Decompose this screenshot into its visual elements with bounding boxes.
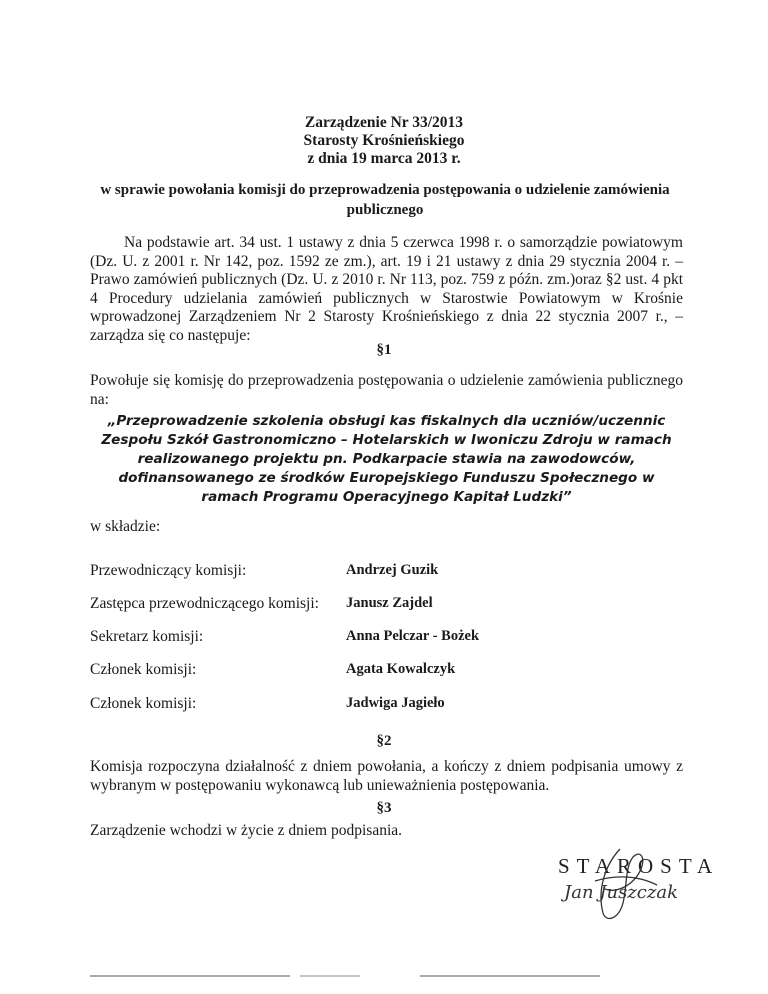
member-role: Członek komisji: (90, 661, 197, 678)
document-subject: w sprawie powołania komisji do przeprowadzenia postępowania o udzielenie zamówienia publicznego (100, 182, 670, 218)
section-1-text: Powołuje się komisję do przeprowadzenia postępowania o udzielenie zamówienia publicznego na: (90, 372, 683, 408)
member-name: Anna Pelczar - Bożek (346, 628, 480, 644)
stamp-name: Jan Juszczak (564, 882, 678, 903)
member-role: Zastępca przewodniczącego komisji: (90, 595, 319, 612)
member-name: Janusz Zajdel (346, 595, 433, 611)
handwritten-signature (575, 845, 665, 925)
member-role: Członek komisji: (90, 695, 197, 712)
scan-artifact-lines (0, 974, 768, 978)
legal-basis-paragraph: Na podstawie art. 34 ust. 1 ustawy z dnia 5 czerwca 1998 r. o samorządzie powiatowym (Dz. U. z 2001 r. Nr 142, poz. 1592 ze zm.), art. 19 i 21 ustawy z dnia 29 stycznia 2004 r. – Prawo zamówień publicznych (Dz. U. z 2010 r. Nr 113, poz. 759 z późn. zm.)oraz §2 ust. 4 pkt 4 Procedury udzielania zamówień publicznych w Starostwie Powiatowym w Krośnie wprowadzonej Zarządzeniem Nr 2 Starosty Krośnieńskiego z dnia 22 stycznia 2007 r., – zarządza się co następuje: (90, 234, 683, 344)
issuer: Starosty Krośnieńskiego (303, 132, 465, 149)
member-role: Sekretarz komisji: (90, 628, 204, 645)
stamp-title: STAROSTA (558, 854, 720, 878)
section-3-heading: §3 (376, 800, 392, 816)
section-2-heading: §2 (376, 733, 392, 749)
member-name: Jadwiga Jagieło (346, 695, 445, 711)
order-date: z dnia 19 marca 2013 r. (307, 150, 461, 167)
document-header (0, 114, 768, 168)
section-1-quote: „Przeprowadzenie szkolenia obsługi kas fiskalnych dla uczniów/uczennic Zespołu Szkół Gastronomiczno – Hotelarskich w Iwoniczu Zdroju w ramach realizowanego projektu pn. Podkarpacie stawia na zawodowców, dofinansowanego ze środków Europejskiego Funduszu Społecznego w ramach Programu Operacyjnego Kapitał Ludzki” (101, 413, 672, 505)
section-3-text: Zarządzenie wchodzi w życie z dniem podpisania. (90, 822, 403, 839)
section-2-text: Komisja rozpoczyna działalność z dniem powołania, a kończy z dniem podpisania umowy z wybranym w postępowaniu wykonawcą lub unieważnienia postępowania. (90, 758, 683, 794)
member-role: Przewodniczący komisji: (90, 562, 247, 579)
order-number: Zarządzenie Nr 33/2013 (304, 114, 464, 131)
member-name: Andrzej Guzik (346, 562, 439, 578)
section-1-heading: §1 (376, 342, 392, 358)
committee-label: w składzie: (90, 518, 161, 535)
member-name: Agata Kowalczyk (346, 661, 456, 677)
